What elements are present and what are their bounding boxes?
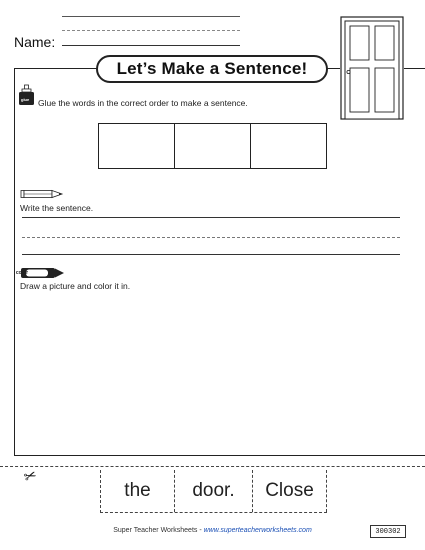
name-line-dashed <box>62 30 240 31</box>
name-line-top <box>62 16 240 17</box>
write-instruction: Write the sentence. <box>20 203 94 213</box>
door-icon <box>340 16 404 120</box>
writing-line-bottom[interactable] <box>22 254 400 255</box>
scissors-icon: ✂ <box>21 466 40 487</box>
page-title: Let’s Make a Sentence! <box>96 55 328 83</box>
footer-url[interactable]: www.superteacherworksheets.com <box>203 527 312 534</box>
answer-boxes <box>98 123 327 169</box>
cutout-word[interactable]: door. <box>175 470 253 512</box>
cutout-word-strip <box>100 470 327 513</box>
answer-box[interactable] <box>175 124 251 168</box>
name-line-bottom[interactable] <box>62 45 240 46</box>
answer-box[interactable] <box>99 124 175 168</box>
name-label: Name: <box>14 34 56 50</box>
cut-line <box>0 466 425 467</box>
footer <box>0 527 425 534</box>
writing-line-dashed[interactable] <box>22 237 400 238</box>
draw-instruction: Draw a picture and color it in. <box>20 281 131 291</box>
crayon-icon-label: color <box>15 270 29 276</box>
writing-line-top[interactable] <box>22 217 400 218</box>
glue-instruction: Glue the words in the correct order to make a sentence. <box>38 98 248 108</box>
cutout-word[interactable]: Close <box>253 470 327 512</box>
footer-brand: Super Teacher Worksheets - <box>113 527 204 534</box>
cutout-word[interactable]: the <box>101 470 175 512</box>
pencil-icon <box>20 189 64 199</box>
answer-box[interactable] <box>251 124 326 168</box>
drawing-area[interactable] <box>15 293 425 453</box>
glue-bottle-icon <box>18 84 35 106</box>
worksheet-code: 300302 <box>370 525 406 538</box>
glue-icon-label: glue <box>21 97 30 102</box>
